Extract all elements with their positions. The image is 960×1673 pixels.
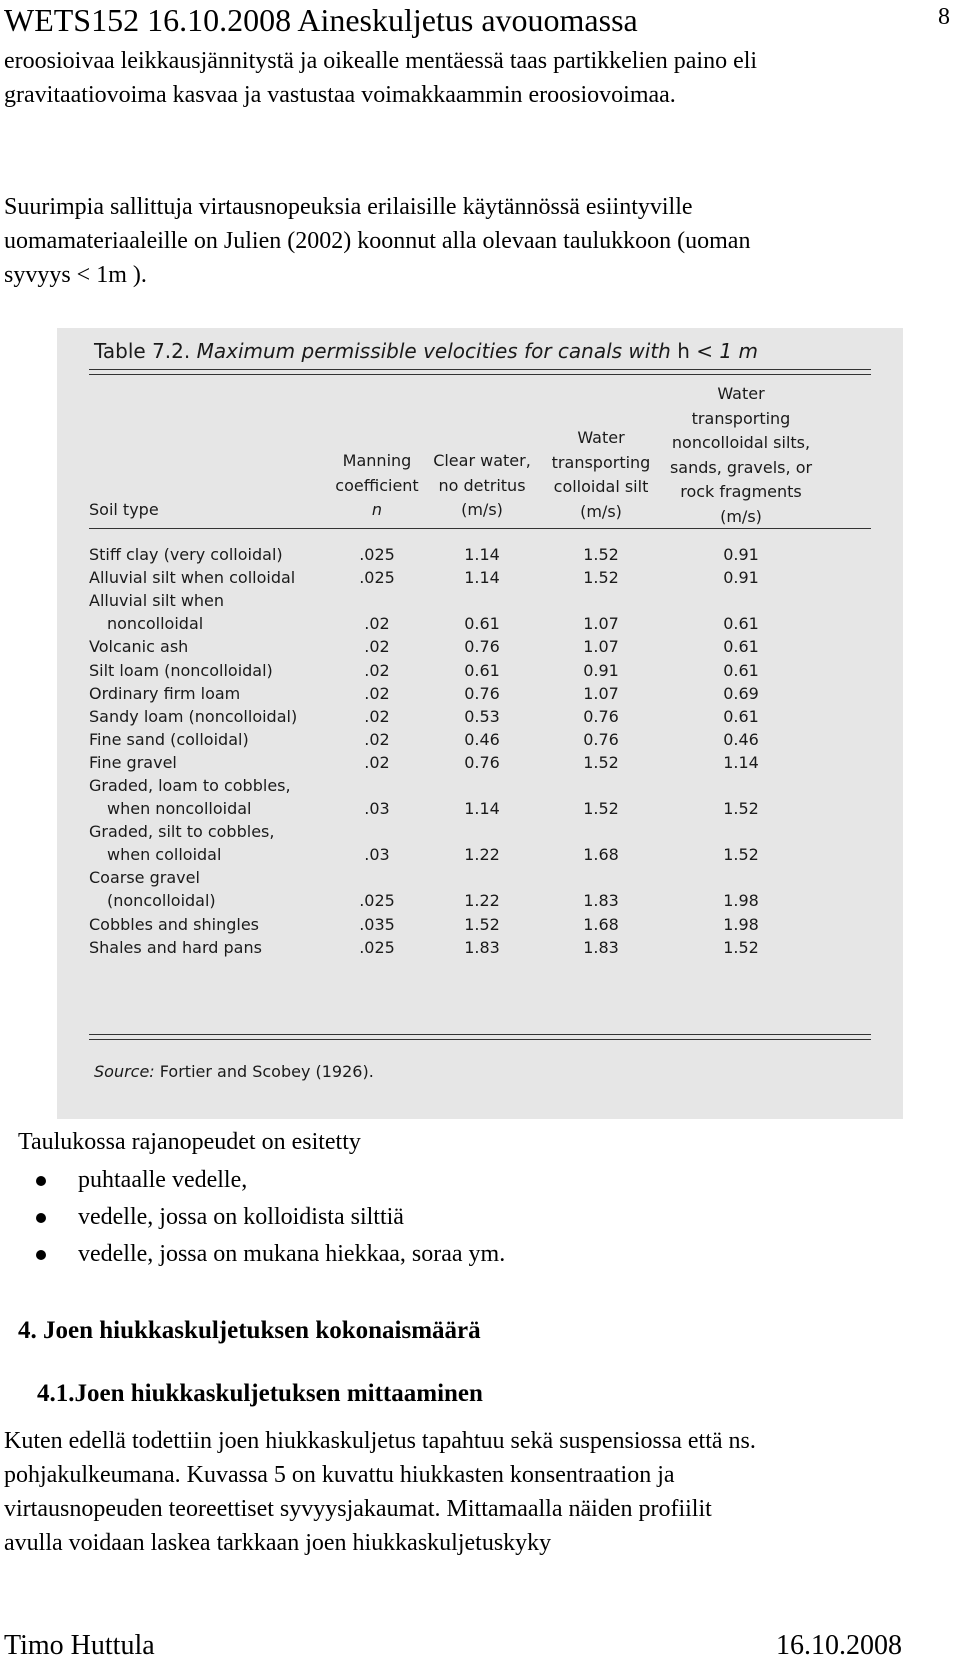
soil-type-cell: Graded, loam to cobbles, <box>89 776 291 795</box>
paragraph-measurement <box>4 1424 954 1560</box>
clear-water-cell: 0.76 <box>464 637 500 657</box>
table-rule-top <box>89 369 871 370</box>
manning-cell: .02 <box>364 706 390 726</box>
colloidal-silt-cell: 1.68 <box>583 845 619 865</box>
colloidal-silt-cell: 0.91 <box>583 660 619 680</box>
noncolloidal-cell: 0.61 <box>723 660 759 680</box>
header-line: n <box>371 500 383 519</box>
clear-water-cell: 1.14 <box>464 568 500 588</box>
manning-cell: .02 <box>364 614 390 634</box>
text-line: syvyys < 1m ). <box>4 262 147 288</box>
list-item-text: puhtaalle vedelle, <box>78 1167 248 1193</box>
colloidal-silt-cell: 1.52 <box>583 545 619 564</box>
clear-water-cell: 1.14 <box>464 545 500 564</box>
colloidal-silt-cell: 1.83 <box>583 891 619 911</box>
text-line: uomamateriaaleille on Julien (2002) koonnut alla olevaan taulukkoon (uoman <box>4 228 751 254</box>
colloidal-silt-cell: 0.76 <box>583 729 619 749</box>
list-item <box>0 1236 505 1273</box>
soil-type-cell: (noncolloidal) <box>107 891 216 911</box>
clear-water-cell: 0.61 <box>464 614 500 634</box>
header-line: rock fragments <box>680 482 802 501</box>
header-line: Water <box>577 428 625 447</box>
soil-type-cell: Cobbles and shingles <box>89 914 260 934</box>
colloidal-silt-cell: 1.68 <box>583 914 619 934</box>
header-soil-type: Soil type <box>89 500 159 519</box>
manning-cell: .025 <box>359 891 395 911</box>
soil-type-cell: Stiff clay (very colloidal) <box>89 545 283 564</box>
header-line: Manning <box>342 451 412 470</box>
soil-type-cell: Ordinary firm loam <box>89 683 241 703</box>
table-source-text: Fortier and Scobey (1926). <box>159 1062 374 1081</box>
table-caption <box>94 338 758 364</box>
section-heading-4-1: 4.1.Joen hiukkaskuljetuksen mittaaminen <box>37 1380 483 1407</box>
table-row <box>57 774 903 820</box>
table-row <box>57 913 903 936</box>
text-line: pohjakulkeumana. Kuvassa 5 on kuvattu hiukkasten konsentraation ja <box>4 1462 675 1488</box>
table-rule-bottom <box>89 1034 871 1035</box>
noncolloidal-cell: 1.14 <box>723 752 759 772</box>
table-source-label: Source: <box>94 1062 155 1081</box>
text-line: Kuten edellä todettiin joen hiukkaskuljetus tapahtuu sekä suspensiossa että ns. <box>4 1428 756 1454</box>
noncolloidal-cell: 1.98 <box>723 914 759 934</box>
soil-type-cell: when colloidal <box>107 845 222 865</box>
manning-cell: .035 <box>359 914 395 934</box>
header-line: no detritus <box>438 475 526 495</box>
bullet-icon <box>36 1250 46 1260</box>
paragraph-table-intro <box>4 190 954 292</box>
manning-cell: .025 <box>359 568 395 588</box>
clear-water-cell: 0.76 <box>464 683 500 703</box>
table-row <box>57 589 903 635</box>
table-source <box>94 1061 374 1083</box>
header-line: transporting <box>551 452 651 472</box>
header-clear-water <box>427 449 537 523</box>
soil-type-cell: Alluvial silt when colloidal <box>89 568 296 588</box>
table-row <box>57 682 903 705</box>
table-caption-label: Table 7.2. <box>94 339 191 363</box>
clear-water-cell: 0.53 <box>464 706 500 726</box>
noncolloidal-cell: 0.61 <box>723 614 759 634</box>
clear-water-cell: 0.61 <box>464 660 500 680</box>
table-row <box>57 635 903 658</box>
noncolloidal-cell: 0.91 <box>723 545 759 564</box>
table-row <box>57 936 903 959</box>
colloidal-silt-cell: 1.07 <box>583 637 619 657</box>
bullet-list <box>0 1162 505 1273</box>
page-number: 8 <box>938 4 950 30</box>
page-header-title: WETS152 16.10.2008 Aineskuljetus avouomassa <box>4 2 638 38</box>
list-item-text: vedelle, jossa on kolloidista silttiä <box>78 1204 404 1230</box>
text-line: avulla voidaan laskea tarkkaan joen hiukkaskuljetuskyky <box>4 1530 552 1556</box>
section-heading-4: 4. Joen hiukkaskuljetuksen kokonaismäärä <box>18 1317 481 1344</box>
header-line: Clear water, <box>433 451 531 470</box>
header-line: transporting <box>691 408 791 428</box>
clear-water-cell: 1.14 <box>464 799 500 819</box>
table-rule-top-double <box>89 374 871 375</box>
header-line: noncolloidal silts, <box>671 433 811 452</box>
header-manning <box>327 449 427 523</box>
manning-cell: .02 <box>364 752 390 772</box>
noncolloidal-cell: 0.61 <box>723 637 759 657</box>
header-line: (m/s) <box>720 506 762 526</box>
colloidal-silt-cell: 1.83 <box>583 937 619 957</box>
soil-type-cell: Coarse gravel <box>89 868 200 888</box>
table-row <box>57 566 903 589</box>
colloidal-silt-cell: 1.07 <box>583 614 619 634</box>
text-line: eroosioivaa leikkausjännitystä ja oikealle mentäessä taas partikkelien paino eli <box>4 48 758 74</box>
table-caption-h: h < <box>677 339 714 363</box>
table-caption-title: Maximum permissible velocities for canals with <box>196 339 671 363</box>
colloidal-silt-cell: 0.76 <box>583 706 619 726</box>
noncolloidal-cell: 1.98 <box>723 891 759 911</box>
manning-cell: .02 <box>364 637 390 657</box>
manning-cell: .025 <box>359 545 395 564</box>
clear-water-cell: 1.83 <box>464 937 500 957</box>
header-colloidal-silt <box>537 426 665 524</box>
header-line: Water <box>717 384 765 403</box>
list-item <box>0 1162 505 1199</box>
manning-cell: .025 <box>359 937 395 957</box>
clear-water-cell: 0.46 <box>464 729 500 749</box>
table-row <box>57 751 903 774</box>
soil-type-cell: Sandy loam (noncolloidal) <box>89 706 298 726</box>
header-line: (m/s) <box>580 501 622 521</box>
list-item <box>0 1199 505 1236</box>
manning-cell: .02 <box>364 729 390 749</box>
table-row <box>57 728 903 751</box>
text-line: Suurimpia sallittuja virtausnopeuksia erilaisille käytännössä esiintyville <box>4 194 693 220</box>
table-row <box>57 543 903 566</box>
colloidal-silt-cell: 1.07 <box>583 683 619 703</box>
velocity-table-image <box>57 328 903 1119</box>
table-caption-end: 1 m <box>719 339 758 363</box>
manning-cell: .03 <box>364 845 390 865</box>
clear-water-cell: 1.52 <box>464 914 500 934</box>
table-rule-bottom-double <box>89 1039 871 1040</box>
soil-type-cell: Volcanic ash <box>89 637 189 657</box>
soil-type-cell: Silt loam (noncolloidal) <box>89 660 273 680</box>
bullet-icon <box>36 1176 46 1186</box>
noncolloidal-cell: 1.52 <box>723 799 759 819</box>
noncolloidal-cell: 0.91 <box>723 568 759 588</box>
paragraph-intro <box>4 44 954 112</box>
header-line: (m/s) <box>461 500 503 519</box>
footer-author: Timo Huttula <box>4 1630 155 1661</box>
soil-type-cell: Fine sand (colloidal) <box>89 729 249 749</box>
noncolloidal-cell: 1.52 <box>723 845 759 865</box>
bullet-icon <box>36 1213 46 1223</box>
text-line: virtausnopeuden teoreettiset syvyysjakaumat. Mittamaalla näiden profiilit <box>4 1496 712 1522</box>
text-line: gravitaatiovoima kasvaa ja vastustaa voimakkaammin eroosiovoimaa. <box>4 82 676 108</box>
list-item-text: vedelle, jossa on mukana hiekkaa, soraa ym. <box>78 1241 506 1267</box>
manning-cell: .02 <box>364 683 390 703</box>
soil-type-cell: Graded, silt to cobbles, <box>89 822 275 842</box>
list-lead: Taulukossa rajanopeudet on esitetty <box>18 1129 361 1155</box>
noncolloidal-cell: 0.69 <box>723 683 759 703</box>
colloidal-silt-cell: 1.52 <box>583 568 619 588</box>
soil-type-cell: Fine gravel <box>89 752 177 772</box>
header-line: sands, gravels, or <box>669 457 813 477</box>
header-line: colloidal silt <box>553 477 649 496</box>
colloidal-silt-cell: 1.52 <box>583 752 619 772</box>
clear-water-cell: 0.76 <box>464 752 500 772</box>
footer-date: 16.10.2008 <box>776 1630 902 1661</box>
noncolloidal-cell: 1.52 <box>723 937 759 957</box>
noncolloidal-cell: 0.46 <box>723 729 759 749</box>
soil-type-cell: noncolloidal <box>107 614 204 634</box>
table-header-rule <box>89 528 871 529</box>
table-row <box>57 705 903 728</box>
clear-water-cell: 1.22 <box>464 845 500 865</box>
table-row <box>57 659 903 682</box>
clear-water-cell: 1.22 <box>464 891 500 911</box>
soil-type-cell: Alluvial silt when <box>89 591 225 611</box>
soil-type-cell: when noncolloidal <box>107 799 252 819</box>
manning-cell: .02 <box>364 660 390 680</box>
noncolloidal-cell: 0.61 <box>723 706 759 726</box>
table-row <box>57 820 903 866</box>
header-line: coefficient <box>335 475 419 495</box>
header-noncolloidal <box>661 382 821 529</box>
table-row <box>57 866 903 912</box>
soil-type-cell: Shales and hard pans <box>89 937 262 957</box>
manning-cell: .03 <box>364 799 390 819</box>
colloidal-silt-cell: 1.52 <box>583 799 619 819</box>
